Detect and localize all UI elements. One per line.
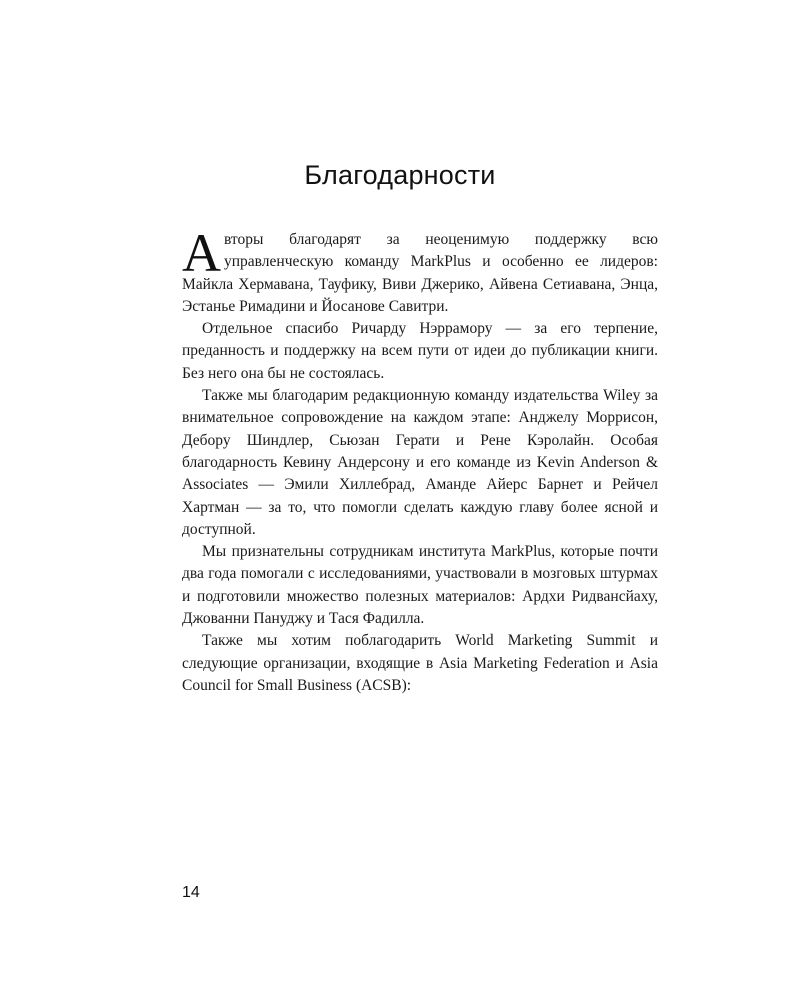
paragraph-5: Также мы хотим поблагодарить World Marketing Summit и следующие организации, входящие в Asia Marketing Federation и Asia Council for Small Business (ACSB):: [182, 632, 658, 694]
paragraph-1-text: вторы благодарят за неоценимую поддержку всю управленческую команду MarkPlus и особенно ее лидеров: Майкла Хермавана, Тауфику, Виви Джерико, Айвена Сетиавана, Энца, Эстанье Римадини и Йосанове Савитри.: [182, 231, 658, 315]
paragraph-2: Отдельное спасибо Ричарду Нэррамору — за его терпение, преданность и поддержку на всем пути от идеи до публикации книги. Без него она бы не состоялась.: [182, 320, 658, 382]
page-number: 14: [182, 884, 200, 901]
drop-cap: А: [182, 223, 221, 283]
paragraph-3: Также мы благодарим редакционную команду издательства Wiley за внимательное сопровождение на каждом этапе: Анджелу Моррисон, Дебору Шиндлер, Сьюзан Герати и Рене Кэролайн. Особая благодарность Кевину Андерсону и его команде из Kevin Anderson & Associates — Эмили Хиллебрад, Аманде Айерс Барнет и Рейчел Хартман — за то, что помогли сделать каждую главу более ясной и доступной.: [182, 387, 658, 538]
paragraph-4: Мы признательны сотрудникам института MarkPlus, которые почти два года помогали с исследованиями, участвовали в мозговых штурмах и подготовили множество полезных материалов: Ардхи Ридвансйаху, Джованни Пануджу и Тася Фадилла.: [182, 543, 658, 628]
page-title: Благодарности: [304, 160, 496, 191]
paragraph-1: [182, 223, 658, 318]
acknowledgements-body: [182, 223, 658, 697]
